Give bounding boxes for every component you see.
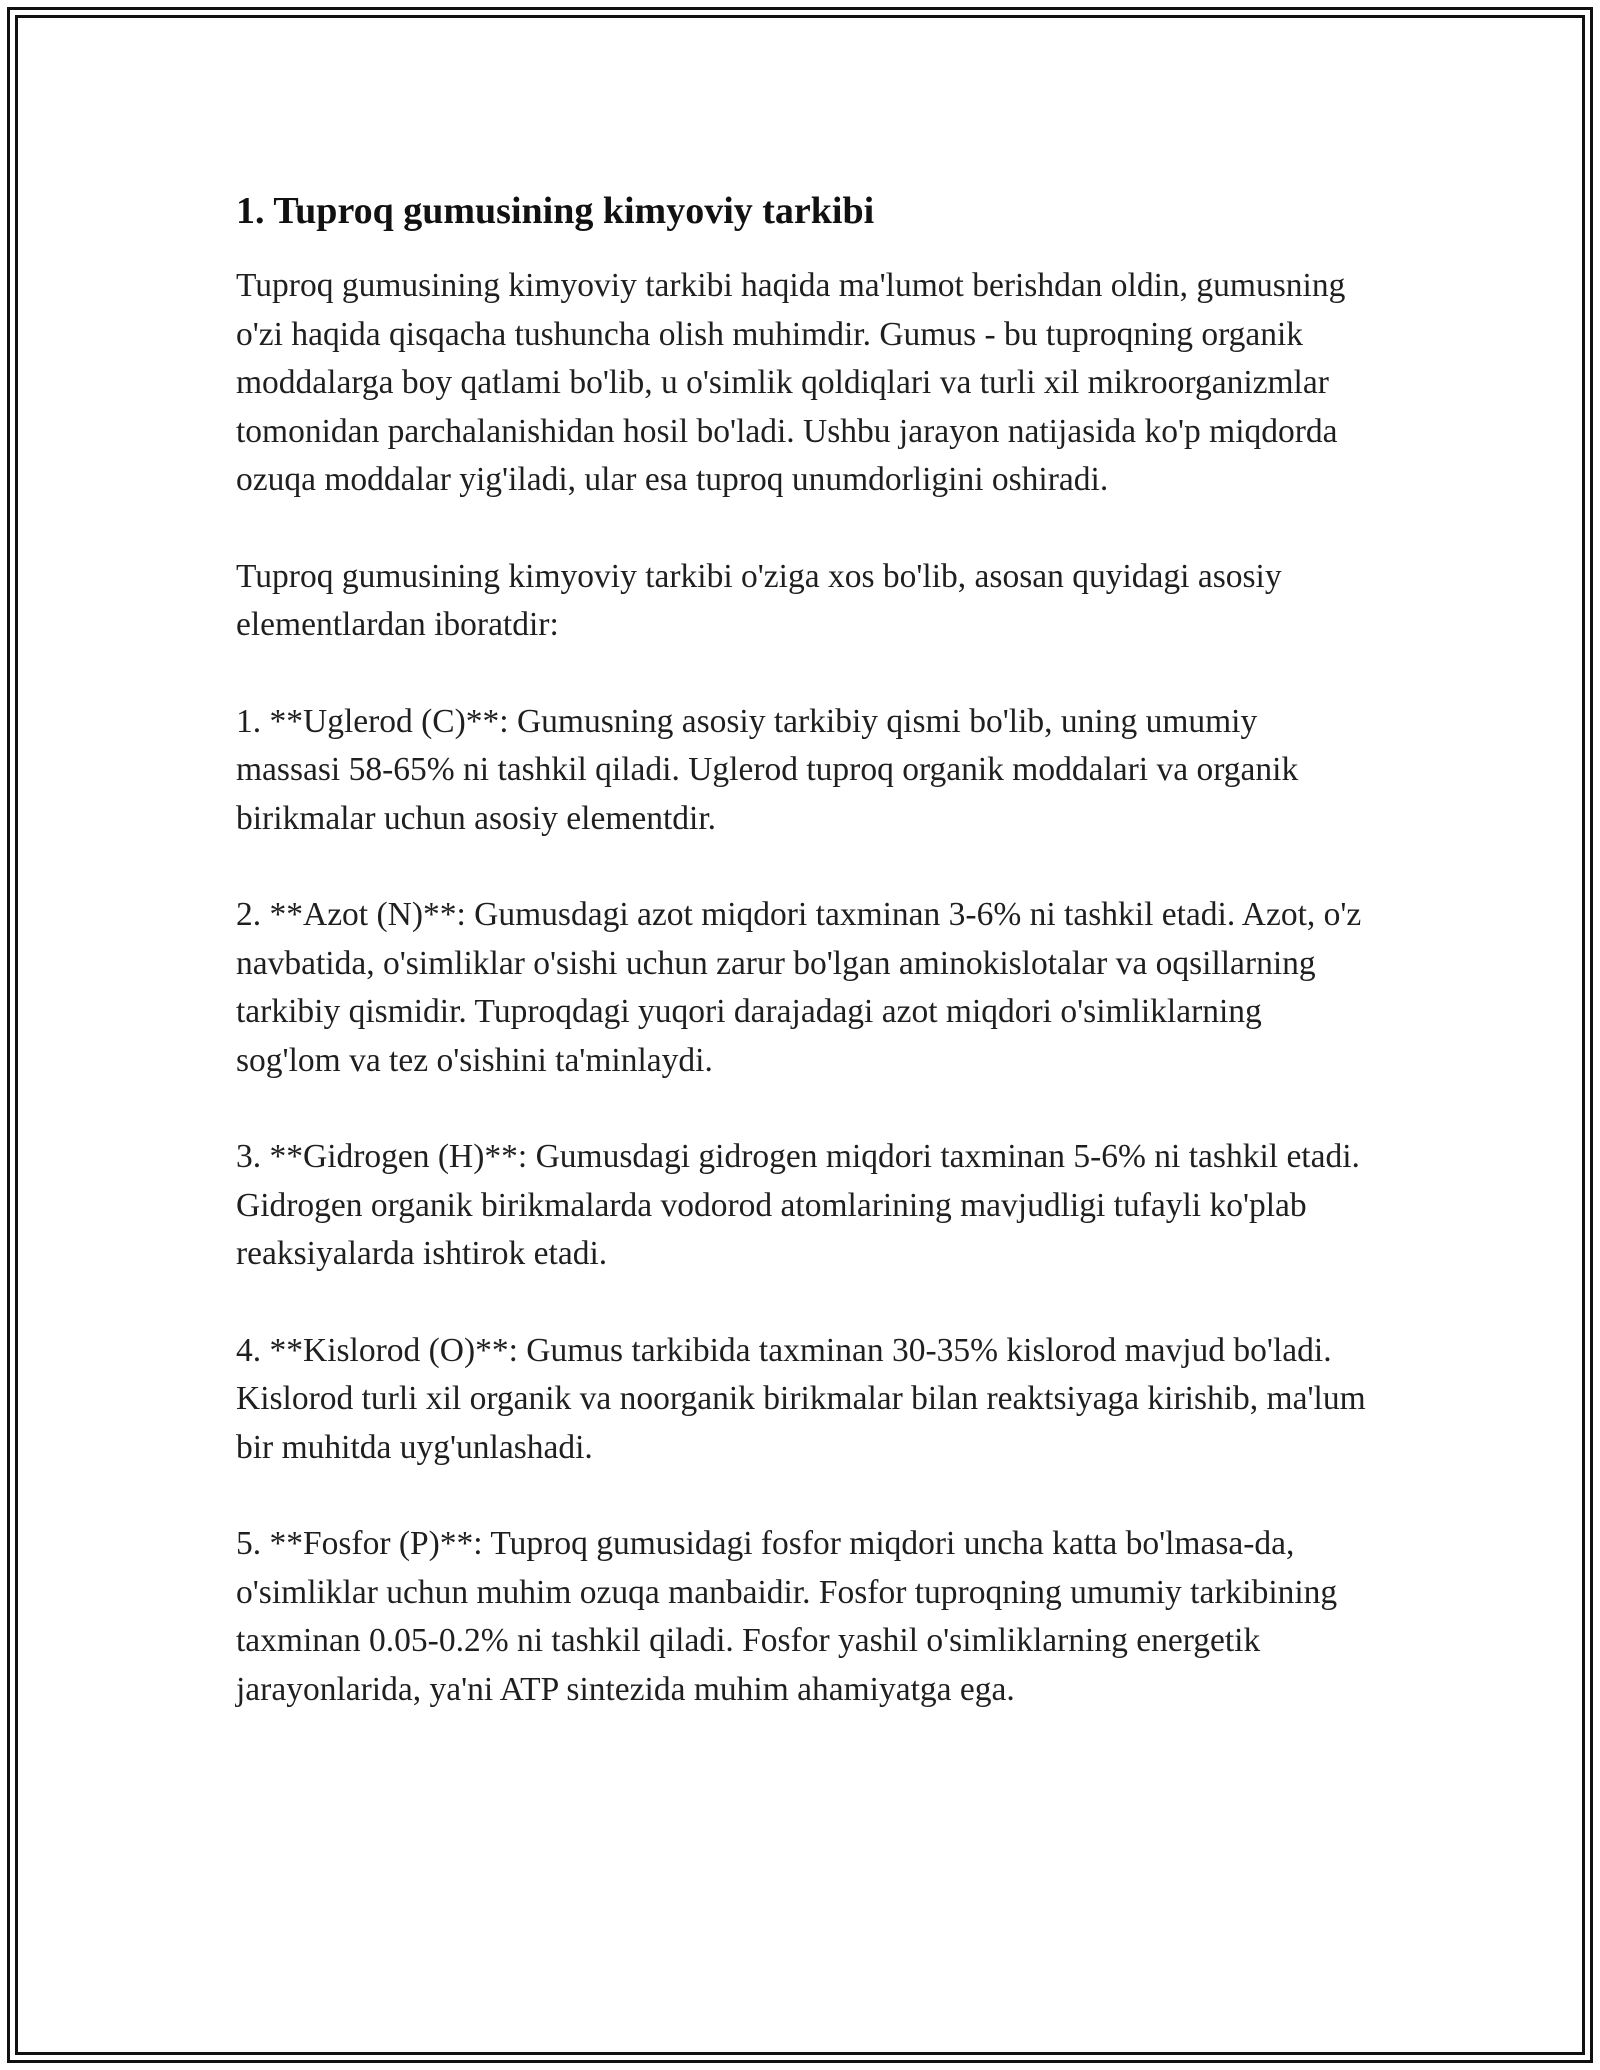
- list-item-oxygen: 4. **Kislorod (O)**: Gumus tarkibida taxminan 30-35% kislorod mavjud bo'ladi. Kislorod turli xil organik va noorganik birikmalar bilan reaktsiyaga kirishib, ma'lum bir muhitda uyg'unlashadi.: [236, 1331, 1366, 1466]
- document-body: [236, 186, 1366, 1762]
- paragraph-intro: Tuproq gumusining kimyoviy tarkibi haqida ma'lumot berishdan oldin, gumusning o'zi haqida qisqacha tushuncha olish muhimdir. Gumus - bu tuproqning organik moddalarga boy qatlami bo'lib, u o'simlik qoldiqlari va turli xil mikroorganizmlar tomonidan parchalanishidan hosil bo'ladi. Ushbu jarayon natijasida ko'p miqdorda ozuqa moddalar yig'iladi, ular esa tuproq unumdorligini oshiradi.: [236, 267, 1346, 498]
- section-heading: 1. Tuproq gumusining kimyoviy tarkibi: [236, 190, 875, 232]
- list-item-nitrogen: 2. **Azot (N)**: Gumusdagi azot miqdori taxminan 3-6% ni tashkil etadi. Azot, o'z navbatida, o'simliklar o'sishi uchun zarur bo'lgan aminokislotalar va oqsillarning tarkibiy qismidir. Tuproqdagi yuqori darajadagi azot miqdori o'simliklarning sog'lom va tez o'sishini ta'minlaydi.: [236, 896, 1362, 1079]
- list-item-phosphorus: 5. **Fosfor (P)**: Tuproq gumusidagi fosfor miqdori uncha katta bo'lmasa-da, o'simliklar uchun muhim ozuqa manbaidir. Fosfor tuproqning umumiy tarkibining taxminan 0.05-0.2% ni tashkil qiladi. Fosfor yashil o'simliklarning energetik jarayonlarida, ya'ni ATP sintezida muhim ahamiyatga ega.: [236, 1525, 1338, 1708]
- paragraph-lead-in: Tuproq gumusining kimyoviy tarkibi o'ziga xos bo'lib, asosan quyidagi asosiy elementlardan iboratdir:: [236, 557, 1282, 643]
- list-item-carbon: 1. **Uglerod (C)**: Gumusning asosiy tarkibiy qismi bo'lib, uning umumiy massasi 58-65% ni tashkil qiladi. Uglerod tuproq organik moddalari va organik birikmalar uchun asosiy elementdir.: [236, 702, 1299, 837]
- list-item-hydrogen: 3. **Gidrogen (H)**: Gumusdagi gidrogen miqdori taxminan 5-6% ni tashkil etadi. Gidrogen organik birikmalarda vodorod atomlarining mavjudligi tufayli ko'plab reaksiyalarda ishtirok etadi.: [236, 1138, 1360, 1272]
